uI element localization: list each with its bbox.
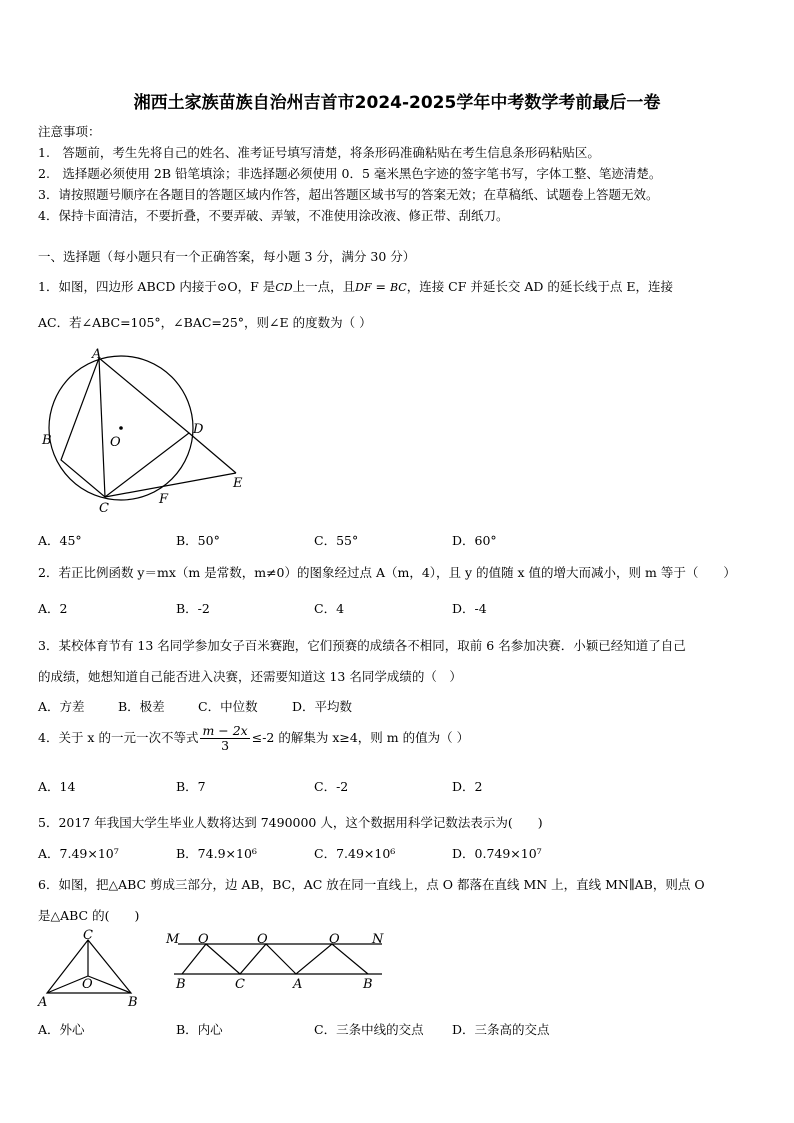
q5-option-d[interactable]: D．0.749×10⁷ [452, 846, 542, 861]
q6-fig2-label-o3: O [329, 932, 340, 947]
q6-fig1-label-a: A [38, 995, 48, 1010]
q1-label-a: A [92, 347, 102, 362]
q6-option-b[interactable]: B．内心 [176, 1022, 223, 1037]
q6-line2: 是△ABC 的( ) [38, 908, 140, 923]
q4-denominator: 3 [221, 738, 230, 753]
q2-options [38, 599, 487, 617]
q6-options [38, 1020, 550, 1038]
q1-label-f: F [159, 492, 169, 507]
notice-heading: 注意事项： [38, 124, 101, 139]
q2-option-c[interactable]: C．4 [314, 601, 345, 616]
notice-item-2: 2. 选择题必须使用 2B 铅笔填涂；非选择题必须使用 0．5 毫米黑色字迹的签字笔书写，字体工整、笔迹清楚。 [38, 166, 662, 181]
q4-numerator: m − 2x [202, 723, 248, 738]
notice-item-4: 4．保持卡面清洁，不要折叠，不要弄破、弄皱，不准使用涂改液、修正带、刮纸刀。 [38, 208, 509, 223]
q4-post: ≤-2 的解集为 x≥4，则 m 的值为（ ） [251, 730, 470, 745]
q6-fig1-label-c: C [83, 928, 93, 943]
q1-option-b[interactable]: B．50° [176, 533, 220, 548]
q6-option-c[interactable]: C．三条中线的交点 [314, 1022, 424, 1037]
q1-text-a: 1．如图，四边形 ABCD 内接于⊙O，F 是 [38, 279, 276, 294]
q5-option-a[interactable]: A．7.49×10⁷ [38, 846, 119, 861]
q6-fig2-label-b2: B [363, 977, 373, 992]
q1-label-o: O [110, 435, 121, 450]
q6-fig2-label-n: N [372, 932, 384, 947]
q1-line2: AC．若∠ABC=105°，∠BAC=25°，则∠E 的度数为（ ） [38, 315, 372, 330]
q3-option-a[interactable]: A．方差 [38, 699, 85, 714]
q1-arc-df: DF [355, 281, 372, 294]
q6-fig2-label-m: M [166, 932, 180, 947]
q3-line1: 3．某校体育节有 13 名同学参加女子百米赛跑，它们预赛的成绩各不相同，取前 6 名参加决赛．小颖已经知道了自己 [38, 638, 686, 653]
q6-fig1-label-o: O [82, 977, 93, 992]
q1-options [38, 531, 497, 549]
q1-text-b: 上一点，且 [292, 279, 356, 294]
page-title: 湘西土家族苗族自治州吉首市2024-2025学年中考数学考前最后一卷 [133, 93, 661, 113]
section-heading: 一、选择题（每小题只有一个正确答案，每小题 3 分，满分 30 分） [38, 249, 416, 264]
q4-text [38, 724, 469, 753]
q3-options [38, 697, 352, 715]
q1-label-b: B [42, 433, 52, 448]
q4-pre: 4．关于 x 的一元一次不等式 [38, 730, 199, 745]
q5-option-c[interactable]: C．7.49×10⁶ [314, 846, 396, 861]
notice-item-3: 3．请按照题号顺序在各题目的答题区域内作答，超出答题区域书写的答案无效；在草稿纸、试题卷上答题无效。 [38, 187, 659, 202]
q1-option-a[interactable]: A．45° [38, 533, 82, 548]
q6-triangle-figure [36, 928, 146, 1010]
q2-option-a[interactable]: A．2 [38, 601, 68, 616]
q4-option-a[interactable]: A．14 [38, 779, 76, 794]
q2-option-d[interactable]: D．-4 [452, 601, 487, 616]
q1-label-e: E [233, 476, 243, 491]
q6-fig2-label-o2: O [257, 932, 268, 947]
q2-option-b[interactable]: B．-2 [176, 601, 210, 616]
notice-item-1: 1. 答题前，考生先将自己的姓名、准考证号填写清楚，将条形码准确粘贴在考生信息条形码粘贴区。 [38, 145, 600, 160]
q1-line1 [38, 277, 673, 295]
q1-label-d: D [193, 422, 204, 437]
q3-line2: 的成绩，她想知道自己能否进入决赛，还需要知道这 13 名同学成绩的（ ） [38, 669, 462, 684]
q5-text: 5．2017 年我国大学生毕业人数将达到 7490000 人，这个数据用科学记数法表示为( ) [38, 815, 543, 830]
q6-fig2-label-a: A [293, 977, 303, 992]
q3-option-c[interactable]: C．中位数 [198, 699, 258, 714]
q5-option-b[interactable]: B．74.9×10⁶ [176, 846, 257, 861]
q6-fig1-label-b: B [128, 995, 138, 1010]
q5-options [38, 844, 542, 862]
q1-option-d[interactable]: D．60° [452, 533, 497, 548]
q2-text: 2．若正比例函数 y＝mx（m 是常数，m≠0）的图象经过点 A（m，4），且 y 的值随 x 值的增大而减小，则 m 等于（ ） [38, 565, 736, 580]
q1-arc-bc: BC [389, 281, 407, 294]
q4-fraction [200, 724, 249, 753]
q3-option-b[interactable]: B．极差 [118, 699, 165, 714]
q6-fig2-label-b1: B [176, 977, 186, 992]
q1-label-c: C [99, 501, 109, 515]
q3-option-d[interactable]: D．平均数 [292, 699, 353, 714]
q6-option-a[interactable]: A．外心 [38, 1022, 85, 1037]
q6-strip-figure [160, 928, 390, 994]
q1-figure [36, 340, 256, 515]
q1-arc-cd: CD [275, 281, 293, 294]
q4-option-b[interactable]: B．7 [176, 779, 206, 794]
q1-option-c[interactable]: C．55° [314, 533, 359, 548]
q1-eq: = [375, 279, 386, 294]
q4-option-d[interactable]: D．2 [452, 779, 483, 794]
q4-options [38, 777, 482, 795]
q1-text-c: ，连接 CF 并延长交 AD 的延长线于点 E，连接 [406, 279, 673, 294]
q6-option-d[interactable]: D．三条高的交点 [452, 1022, 550, 1037]
q6-line1: 6．如图，把△ABC 剪成三部分，边 AB，BC，AC 放在同一直线上，点 O 都落在直线 MN 上，直线 MN∥AB，则点 O [38, 877, 705, 892]
q6-fig2-label-c: C [235, 977, 245, 992]
q4-option-c[interactable]: C．-2 [314, 779, 349, 794]
q6-fig2-label-o1: O [198, 932, 209, 947]
